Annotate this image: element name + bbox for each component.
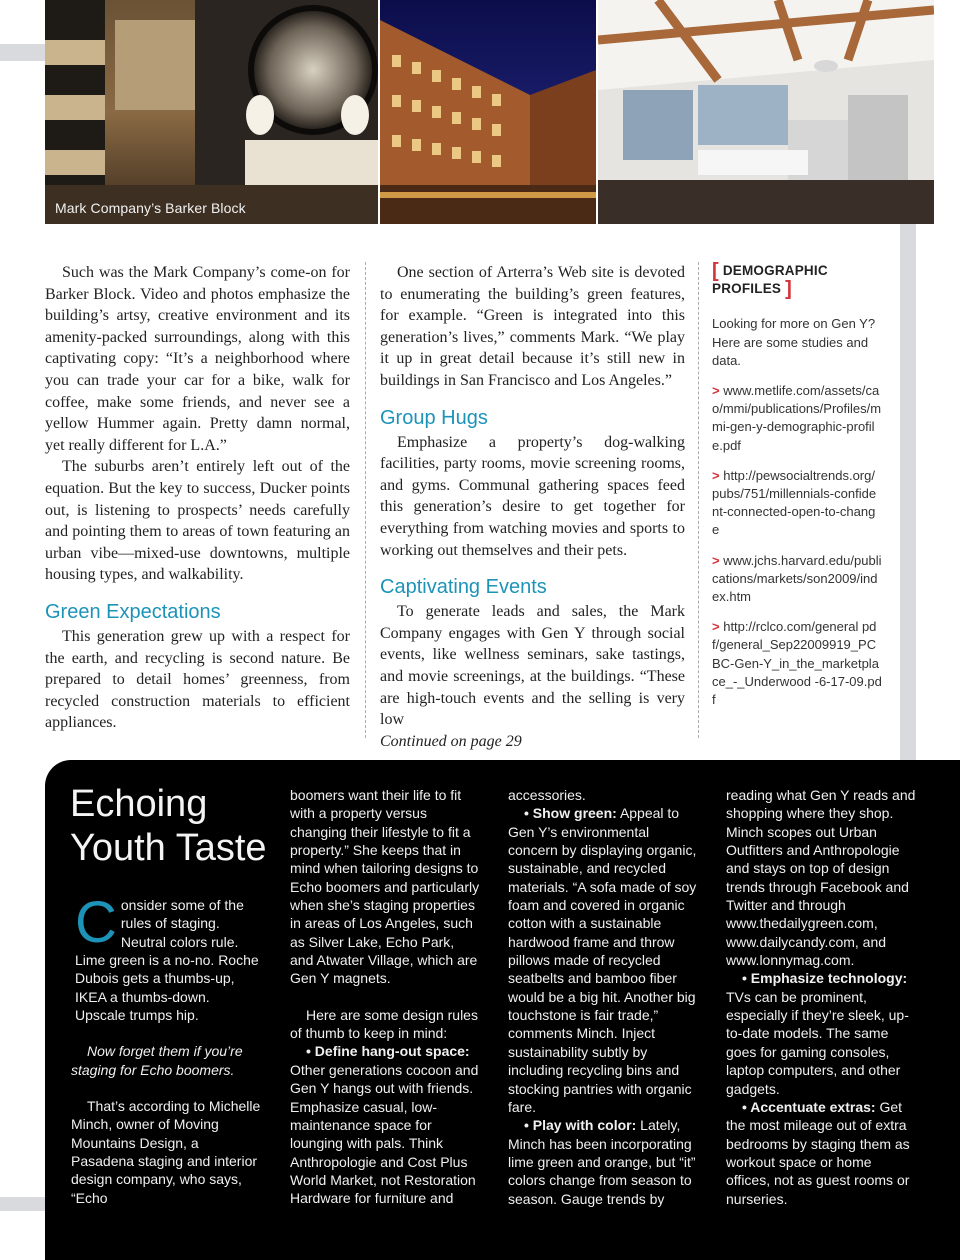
panel-intro-text: onsider some of the rules of staging. Neutral colors rule. Lime green is a no-no. Roche Dubois gets a thumbs-up, IKEA a thumbs-down. Upscale trumps hip.	[75, 897, 259, 1024]
arrow-icon: >	[712, 383, 720, 399]
column-divider	[698, 262, 699, 738]
link-text[interactable]: www.metlife.com/assets/cao/mmi/publications/Profiles/mmi-gen-y-demographic-profile.pdf	[712, 383, 882, 453]
bullet-text: Get the most mileage out of extra bedrooms by staging them as workout space or home offices, not as guest rooms or nurseries.	[726, 1098, 910, 1207]
paragraph: Now forget them if you’re staging for Echo boomers.	[71, 1043, 243, 1078]
photo-loft-interior	[45, 0, 378, 224]
arrow-icon: >	[712, 552, 720, 568]
bullet-item	[508, 1116, 700, 1208]
sidebar-intro: Looking for more on Gen Y? Here are some studies and data.	[712, 316, 876, 368]
paragraph: One section of Arterra’s Web site is devoted to enumerating the building’s green features, for example. “Green is integrated into this generation’s lives,” comments Mark. “We play it up in great detail because it’s still new in buildings in San Francisco and Los Angeles.”	[380, 264, 685, 389]
paragraph: boomers want their life to fit with a property versus changing their lifestyle to fit a property.” She keeps that in mind when tailoring designs to Echo boomers and particularly when she’s staging properties in areas of Los Angeles, such as Silver Lake, Echo Park, and Atwater Village, which are Gen Y magnets.	[290, 787, 480, 987]
photo-building-exterior	[380, 0, 596, 224]
continued-note	[380, 731, 685, 753]
bullet-heading: • Define hang-out space:	[306, 1043, 470, 1060]
left-edge-tab-bottom	[0, 1197, 45, 1211]
left-edge-tab-top	[0, 44, 45, 61]
paragraph: That’s according to Michelle Minch, owner of Moving Mountains Design, a Pasadena staging and interior design company, who says, “Echo	[71, 1098, 261, 1206]
column-divider	[365, 262, 366, 738]
paragraph: The suburbs aren’t entirely left out of the equation. But the key to success, Ducker points out, is listening to prospects’ needs carefully and pointing them to areas of town featuring an urban vibe—mixed-use downtowns, multiple housing types, and walkability.	[45, 458, 350, 584]
link-text[interactable]: http://pewsocialtrends.org/pubs/751/millennials-confident-connected-open-to-change	[712, 467, 877, 538]
dropcap: C	[75, 890, 117, 955]
paragraph: accessories.	[508, 787, 586, 803]
bullet-heading: • Show green:	[524, 805, 617, 822]
demographic-profiles-sidebar	[712, 262, 882, 721]
bullet-heading: • Play with color:	[524, 1117, 637, 1134]
bullet-item	[726, 969, 918, 1097]
arrow-icon: >	[712, 619, 720, 635]
section-heading-captivating-events: Captivating Events	[380, 576, 547, 599]
bullet-heading: • Emphasize technology:	[742, 970, 908, 987]
photo-loft-kitchen	[598, 0, 934, 224]
bullet-text: TVs can be prominent, especially if they’re sleek, up-to-date models. The same goes for gaming consoles, laptop computers, and other gadgets.	[726, 988, 909, 1097]
panel-column-2	[290, 786, 480, 1208]
section-heading-green-expectations: Green Expectations	[45, 600, 221, 623]
section-heading-group-hugs: Group Hugs	[380, 406, 488, 429]
right-edge-tab	[900, 224, 916, 760]
sidebar-link[interactable]	[712, 552, 882, 607]
bracket-close: ]	[785, 278, 792, 301]
paragraph: reading what Gen Y reads and shopping where they shop. Minch scopes out Urban Outfitters and Anthropologie and stays on top of design trends through Facebook and Twitter and through www.thedailygreen.com, www.dailycandy.com, and www.lonnymag.com.	[726, 787, 916, 969]
photo-caption: Mark Company’s Barker Block	[55, 200, 246, 216]
bullet-item	[290, 1042, 480, 1207]
paragraph: Emphasize a property’s dog-walking facilities, party rooms, movie screening rooms, and gyms. Communal gathering spaces feed this generation’s desire to get together for everything from watching movies and sports to working out themselves and their pets.	[380, 433, 685, 559]
paragraph: Here are some design rules of thumb to keep in mind:	[290, 1006, 478, 1042]
panel-title: Echoing Youth Taste	[70, 783, 267, 869]
sidebar-title-text: DEMOGRAPHIC PROFILES	[712, 263, 828, 297]
sidebar-link[interactable]	[712, 618, 882, 709]
echoing-youth-taste-panel	[45, 760, 960, 1260]
sidebar-link[interactable]	[712, 382, 882, 455]
sidebar-title	[712, 260, 882, 301]
link-text[interactable]: http://rclco.com/general pdf/general_Sep22009919_PCBC-Gen-Y_in_the_marketplace_-_Underwood -6-17-09.pdf	[712, 619, 882, 708]
article-column-2	[380, 262, 685, 752]
link-text[interactable]: www.jchs.harvard.edu/publications/markets/son2009/index.htm	[712, 552, 882, 605]
bullet-item	[726, 1098, 918, 1208]
bracket-open: [	[712, 260, 719, 282]
panel-intro	[71, 890, 261, 1024]
paragraph: This generation grew up with a respect for the earth, and recycling is second nature. Be prepared to detail homes’ greenness, from recycled construction materials to efficient appliances.	[45, 627, 350, 732]
continued-label: Continued on page 29	[380, 732, 522, 750]
arrow-icon: >	[712, 467, 720, 483]
bullet-text: Lately, Minch has been incorporating lime green and orange, but “it” colors change from season to season. Gauge trends by	[508, 1117, 696, 1207]
article-column-1	[45, 262, 350, 734]
bullet-text: Other generations cocoon and Gen Y hangs out with friends. Emphasize casual, low-maintenance space for lounging with pals. Think Anthropologie and Cost Plus World Market, not Restoration Hardware for furniture and	[290, 1061, 479, 1207]
bullet-item	[508, 804, 700, 1116]
bullet-heading: • Accentuate extras:	[742, 1098, 876, 1115]
panel-column-4	[726, 786, 918, 1208]
sidebar-link[interactable]	[712, 467, 882, 540]
paragraph: To generate leads and sales, the Mark Company engages with Gen Y through social events, like wellness seminars, sake tastings, and movie screenings, at the buildings. “These are high-touch events and the selling is very low	[380, 603, 685, 729]
panel-column-3	[508, 786, 700, 1208]
bullet-text: Appeal to Gen Y’s environmental concern by displaying organic, sustainable, and recycled materials. “A sofa made of soy foam and covered in organic cotton with a sustainable hardwood frame and throw pillows made of recycled seatbelts and bamboo fiber would be a big hit. Another big touchstone is fair trade,” comments Minch. Inject sustainability subtly by including recycling bins and stocking pantries with organic fare.	[508, 805, 697, 1115]
paragraph: Such was the Mark Company’s come-on for Barker Block. Video and photos emphasize the building’s artsy, creative environment and its amenity-packed surroundings, along with this captivating copy: “It’s a neighborhood where you can trade your car for a bike, walk for coffee, make some friends, and never see a yellow Hummer again. Pretty damn normal, yet really different for L.A.”	[45, 264, 350, 454]
panel-column-1	[71, 890, 261, 1207]
